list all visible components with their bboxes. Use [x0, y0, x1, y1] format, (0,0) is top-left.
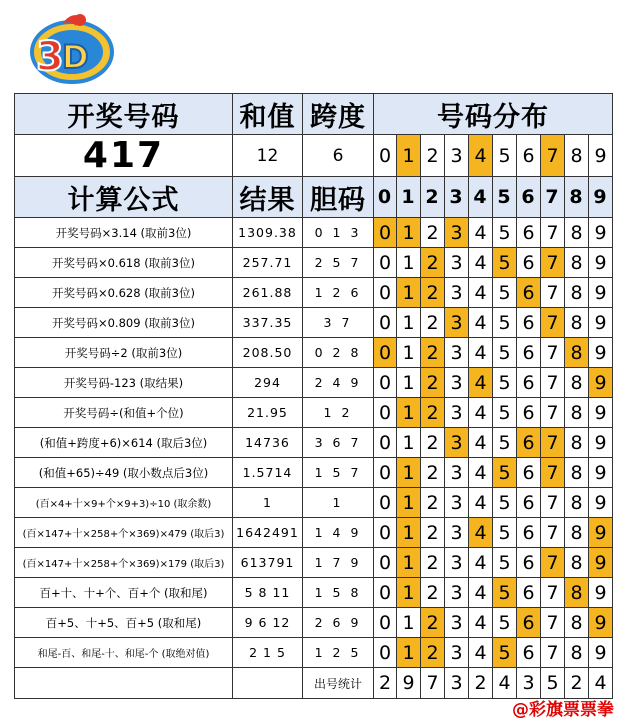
distribution-digit: 9 [589, 578, 613, 608]
formula-cell: 和尾-百、和尾-十、和尾-个 (取绝对值) [15, 638, 233, 668]
draw-digit: 8 [565, 135, 589, 177]
distribution-digit: 3 [445, 548, 469, 578]
formula-row [15, 518, 613, 548]
distribution-digit: 2 [421, 518, 445, 548]
distribution-digit: 6 [517, 488, 541, 518]
dan-cell: 2 4 9 [303, 368, 374, 398]
distribution-digit: 3 [445, 458, 469, 488]
stats-row [15, 668, 613, 699]
distribution-digit: 4 [469, 578, 493, 608]
distribution-digit: 6 [517, 248, 541, 278]
distribution-digit: 5 [493, 368, 517, 398]
result-cell: 1642491 [233, 518, 303, 548]
stat-count: 5 [541, 668, 565, 699]
result-cell: 208.50 [233, 338, 303, 368]
formula-row [15, 458, 613, 488]
distribution-digit: 1 [397, 488, 421, 518]
stat-count: 3 [517, 668, 541, 699]
dan-cell: 1 2 5 [303, 638, 374, 668]
dan-cell: 1 5 7 [303, 458, 374, 488]
distribution-digit: 4 [469, 548, 493, 578]
winning-number: 417 [15, 135, 233, 177]
distribution-digit: 9 [589, 638, 613, 668]
distribution-digit: 1 [397, 278, 421, 308]
formula-cell: (百×147+十×258+个×369)×479 (取后3) [15, 518, 233, 548]
formula-row [15, 398, 613, 428]
formula-row [15, 278, 613, 308]
distribution-digit: 4 [469, 638, 493, 668]
distribution-digit: 6 [517, 308, 541, 338]
svg-text:3: 3 [36, 34, 64, 80]
distribution-digit: 4 [469, 248, 493, 278]
distribution-digit: 7 [541, 458, 565, 488]
formula-cell: 开奖号码÷(和值+个位) [15, 398, 233, 428]
distribution-digit: 7 [541, 548, 565, 578]
distribution-digit: 0 [374, 458, 397, 488]
result-cell: 257.71 [233, 248, 303, 278]
distribution-digit: 9 [589, 338, 613, 368]
distribution-digit: 4 [469, 488, 493, 518]
result-cell: 261.88 [233, 278, 303, 308]
formula-cell: 开奖号码÷2 (取前3位) [15, 338, 233, 368]
sum-header: 和值 [233, 94, 303, 135]
distribution-digit: 0 [374, 248, 397, 278]
formula-cell: 开奖号码×0.809 (取前3位) [15, 308, 233, 338]
formula-row [15, 548, 613, 578]
distribution-digit: 8 [565, 218, 589, 248]
distribution-digit: 6 [517, 578, 541, 608]
distribution-digit: 4 [469, 338, 493, 368]
distribution-digit: 2 [421, 488, 445, 518]
distribution-digit: 2 [421, 368, 445, 398]
distribution-digit: 2 [421, 278, 445, 308]
distribution-digit: 9 [589, 278, 613, 308]
stat-count: 2 [374, 668, 397, 699]
distribution-digit: 5 [493, 398, 517, 428]
dan-cell: 1 7 9 [303, 548, 374, 578]
distribution-digit: 3 [445, 608, 469, 638]
distribution-digit: 0 [374, 278, 397, 308]
distribution-digit: 1 [397, 518, 421, 548]
draw-digit: 4 [469, 135, 493, 177]
formula-row [15, 248, 613, 278]
formula-cell: (百×4+十×9+个×9+3)÷10 (取余数) [15, 488, 233, 518]
digit-header: 3 [445, 177, 469, 218]
distribution-digit: 6 [517, 278, 541, 308]
distribution-digit: 2 [421, 578, 445, 608]
formula-row [15, 428, 613, 458]
digit-header: 8 [565, 177, 589, 218]
distribution-digit: 7 [541, 248, 565, 278]
distribution-digit: 5 [493, 548, 517, 578]
dan-cell: 1 2 [303, 398, 374, 428]
result-cell: 1 [233, 488, 303, 518]
3d-lottery-logo [22, 4, 114, 88]
distribution-digit: 6 [517, 428, 541, 458]
formula-cell: 百+十、十+个、百+个 (取和尾) [15, 578, 233, 608]
distribution-digit: 7 [541, 608, 565, 638]
formula-row [15, 578, 613, 608]
distribution-digit: 0 [374, 578, 397, 608]
result-cell: 337.35 [233, 308, 303, 338]
span-header: 跨度 [303, 94, 374, 135]
distribution-digit: 3 [445, 218, 469, 248]
distribution-digit: 1 [397, 338, 421, 368]
stats-label: 出号统计 [303, 668, 374, 699]
distribution-digit: 6 [517, 368, 541, 398]
distribution-digit: 0 [374, 608, 397, 638]
stats-empty-cell [15, 668, 233, 699]
distribution-digit: 2 [421, 338, 445, 368]
digit-header: 7 [541, 177, 565, 218]
distribution-digit: 1 [397, 368, 421, 398]
distribution-digit: 3 [445, 638, 469, 668]
distribution-digit: 4 [469, 218, 493, 248]
digit-header: 0 [374, 177, 397, 218]
draw-digit: 9 [589, 135, 613, 177]
dan-cell: 1 5 8 [303, 578, 374, 608]
distribution-digit: 2 [421, 608, 445, 638]
distribution-digit: 8 [565, 548, 589, 578]
distribution-digit: 2 [421, 548, 445, 578]
formula-cell: 百+5、十+5、百+5 (取和尾) [15, 608, 233, 638]
distribution-digit: 4 [469, 518, 493, 548]
formula-cell: 开奖号码×0.618 (取前3位) [15, 248, 233, 278]
distribution-digit: 3 [445, 518, 469, 548]
dan-cell: 0 1 3 [303, 218, 374, 248]
dan-cell: 1 2 6 [303, 278, 374, 308]
distribution-digit: 1 [397, 218, 421, 248]
distribution-digit: 5 [493, 338, 517, 368]
svg-text:D: D [62, 38, 89, 76]
distribution-digit: 3 [445, 338, 469, 368]
distribution-digit: 4 [469, 398, 493, 428]
stat-count: 7 [421, 668, 445, 699]
distribution-digit: 6 [517, 638, 541, 668]
dan-cell: 2 5 7 [303, 248, 374, 278]
distribution-digit: 9 [589, 488, 613, 518]
distribution-digit: 1 [397, 458, 421, 488]
distribution-digit: 3 [445, 368, 469, 398]
distribution-digit: 7 [541, 398, 565, 428]
distribution-digit: 8 [565, 458, 589, 488]
formula-cell: (和值+65)÷49 (取小数点后3位) [15, 458, 233, 488]
distribution-digit: 2 [421, 248, 445, 278]
distribution-digit: 1 [397, 608, 421, 638]
distribution-digit: 7 [541, 488, 565, 518]
distribution-digit: 1 [397, 428, 421, 458]
digit-header: 1 [397, 177, 421, 218]
distribution-digit: 5 [493, 308, 517, 338]
formula-row [15, 308, 613, 338]
digit-header: 2 [421, 177, 445, 218]
distribution-digit: 9 [589, 608, 613, 638]
distribution-digit: 7 [541, 578, 565, 608]
distribution-digit: 5 [493, 488, 517, 518]
distribution-digit: 2 [421, 458, 445, 488]
distribution-digit: 8 [565, 278, 589, 308]
digit-header: 5 [493, 177, 517, 218]
distribution-digit: 7 [541, 278, 565, 308]
distribution-digit: 4 [469, 458, 493, 488]
distribution-digit: 6 [517, 548, 541, 578]
distribution-digit: 0 [374, 638, 397, 668]
dan-cell: 1 [303, 488, 374, 518]
distribution-digit: 9 [589, 548, 613, 578]
result-cell: 14736 [233, 428, 303, 458]
stat-count: 4 [589, 668, 613, 699]
distribution-digit: 5 [493, 518, 517, 548]
winning-number-header: 开奖号码 [15, 94, 233, 135]
lottery-analysis-table [14, 93, 613, 699]
draw-digit: 0 [374, 135, 397, 177]
distribution-digit: 3 [445, 578, 469, 608]
distribution-digit: 3 [445, 398, 469, 428]
distribution-digit: 4 [469, 278, 493, 308]
distribution-digit: 3 [445, 428, 469, 458]
distribution-digit: 7 [541, 368, 565, 398]
draw-digit: 3 [445, 135, 469, 177]
distribution-digit: 1 [397, 578, 421, 608]
distribution-digit: 7 [541, 518, 565, 548]
distribution-digit: 4 [469, 308, 493, 338]
distribution-digit: 9 [589, 218, 613, 248]
dan-cell: 3 7 [303, 308, 374, 338]
formula-row [15, 638, 613, 668]
formula-row [15, 218, 613, 248]
draw-digit: 6 [517, 135, 541, 177]
result-cell: 21.95 [233, 398, 303, 428]
distribution-digit: 0 [374, 398, 397, 428]
distribution-digit: 3 [445, 248, 469, 278]
distribution-digit: 5 [493, 608, 517, 638]
digit-header: 6 [517, 177, 541, 218]
formula-row [15, 488, 613, 518]
distribution-digit: 4 [469, 368, 493, 398]
draw-row [15, 135, 613, 177]
distribution-digit: 4 [469, 608, 493, 638]
distribution-digit: 0 [374, 488, 397, 518]
stat-count: 4 [493, 668, 517, 699]
distribution-digit: 2 [421, 308, 445, 338]
distribution-digit: 7 [541, 428, 565, 458]
distribution-digit: 8 [565, 608, 589, 638]
dan-cell: 3 6 7 [303, 428, 374, 458]
distribution-digit: 7 [541, 308, 565, 338]
draw-digit: 1 [397, 135, 421, 177]
formula-row [15, 608, 613, 638]
watermark: @彩旗票票拳 [512, 700, 614, 720]
stat-count: 3 [445, 668, 469, 699]
result-cell: 613791 [233, 548, 303, 578]
result-cell: 9 6 12 [233, 608, 303, 638]
distribution-digit: 8 [565, 428, 589, 458]
distribution-digit: 8 [565, 578, 589, 608]
result-cell: 2 1 5 [233, 638, 303, 668]
distribution-digit: 3 [445, 308, 469, 338]
formula-header: 计算公式 [15, 177, 233, 218]
stat-count: 9 [397, 668, 421, 699]
stat-count: 2 [469, 668, 493, 699]
distribution-digit: 1 [397, 398, 421, 428]
formula-cell: 开奖号码×3.14 (取前3位) [15, 218, 233, 248]
distribution-digit: 7 [541, 338, 565, 368]
distribution-digit: 8 [565, 308, 589, 338]
draw-digit: 2 [421, 135, 445, 177]
distribution-digit: 0 [374, 518, 397, 548]
distribution-digit: 5 [493, 248, 517, 278]
dan-cell: 0 2 8 [303, 338, 374, 368]
distribution-digit: 2 [421, 428, 445, 458]
distribution-digit: 9 [589, 518, 613, 548]
distribution-digit: 8 [565, 488, 589, 518]
dan-cell: 2 6 9 [303, 608, 374, 638]
distribution-digit: 6 [517, 218, 541, 248]
stats-empty-cell [233, 668, 303, 699]
distribution-digit: 8 [565, 248, 589, 278]
distribution-digit: 7 [541, 218, 565, 248]
distribution-header: 号码分布 [374, 94, 613, 135]
distribution-digit: 8 [565, 398, 589, 428]
distribution-digit: 6 [517, 398, 541, 428]
distribution-digit: 6 [517, 518, 541, 548]
distribution-digit: 7 [541, 638, 565, 668]
dan-header: 胆码 [303, 177, 374, 218]
draw-digit: 7 [541, 135, 565, 177]
distribution-digit: 9 [589, 458, 613, 488]
distribution-digit: 1 [397, 248, 421, 278]
distribution-digit: 0 [374, 338, 397, 368]
formula-cell: (和值+跨度+6)×614 (取后3位) [15, 428, 233, 458]
distribution-digit: 5 [493, 458, 517, 488]
span-value: 6 [303, 135, 374, 177]
header-row [15, 94, 613, 135]
distribution-digit: 0 [374, 368, 397, 398]
distribution-digit: 1 [397, 638, 421, 668]
distribution-digit: 5 [493, 218, 517, 248]
distribution-digit: 2 [421, 218, 445, 248]
result-header: 结果 [233, 177, 303, 218]
distribution-digit: 8 [565, 638, 589, 668]
formula-row [15, 338, 613, 368]
distribution-digit: 0 [374, 548, 397, 578]
distribution-digit: 9 [589, 368, 613, 398]
result-cell: 294 [233, 368, 303, 398]
distribution-digit: 5 [493, 278, 517, 308]
distribution-digit: 8 [565, 368, 589, 398]
formula-header-row [15, 177, 613, 218]
dan-cell: 1 4 9 [303, 518, 374, 548]
formula-row [15, 368, 613, 398]
stat-count: 2 [565, 668, 589, 699]
draw-digit: 5 [493, 135, 517, 177]
formula-cell: (百×147+十×258+个×369)×179 (取后3) [15, 548, 233, 578]
distribution-digit: 2 [421, 398, 445, 428]
result-cell: 1309.38 [233, 218, 303, 248]
sum-value: 12 [233, 135, 303, 177]
distribution-digit: 0 [374, 218, 397, 248]
distribution-digit: 6 [517, 338, 541, 368]
distribution-digit: 4 [469, 428, 493, 458]
formula-cell: 开奖号码-123 (取结果) [15, 368, 233, 398]
digit-header: 9 [589, 177, 613, 218]
distribution-digit: 5 [493, 578, 517, 608]
result-cell: 5 8 11 [233, 578, 303, 608]
distribution-digit: 8 [565, 518, 589, 548]
distribution-digit: 0 [374, 428, 397, 458]
distribution-digit: 9 [589, 398, 613, 428]
digit-header: 4 [469, 177, 493, 218]
distribution-digit: 1 [397, 548, 421, 578]
distribution-digit: 9 [589, 248, 613, 278]
distribution-digit: 1 [397, 308, 421, 338]
distribution-digit: 3 [445, 278, 469, 308]
distribution-digit: 9 [589, 428, 613, 458]
formula-cell: 开奖号码×0.628 (取前3位) [15, 278, 233, 308]
distribution-digit: 5 [493, 638, 517, 668]
distribution-digit: 6 [517, 608, 541, 638]
distribution-digit: 0 [374, 308, 397, 338]
distribution-digit: 8 [565, 338, 589, 368]
distribution-digit: 6 [517, 458, 541, 488]
result-cell: 1.5714 [233, 458, 303, 488]
distribution-digit: 9 [589, 308, 613, 338]
distribution-digit: 3 [445, 488, 469, 518]
distribution-digit: 5 [493, 428, 517, 458]
distribution-digit: 2 [421, 638, 445, 668]
